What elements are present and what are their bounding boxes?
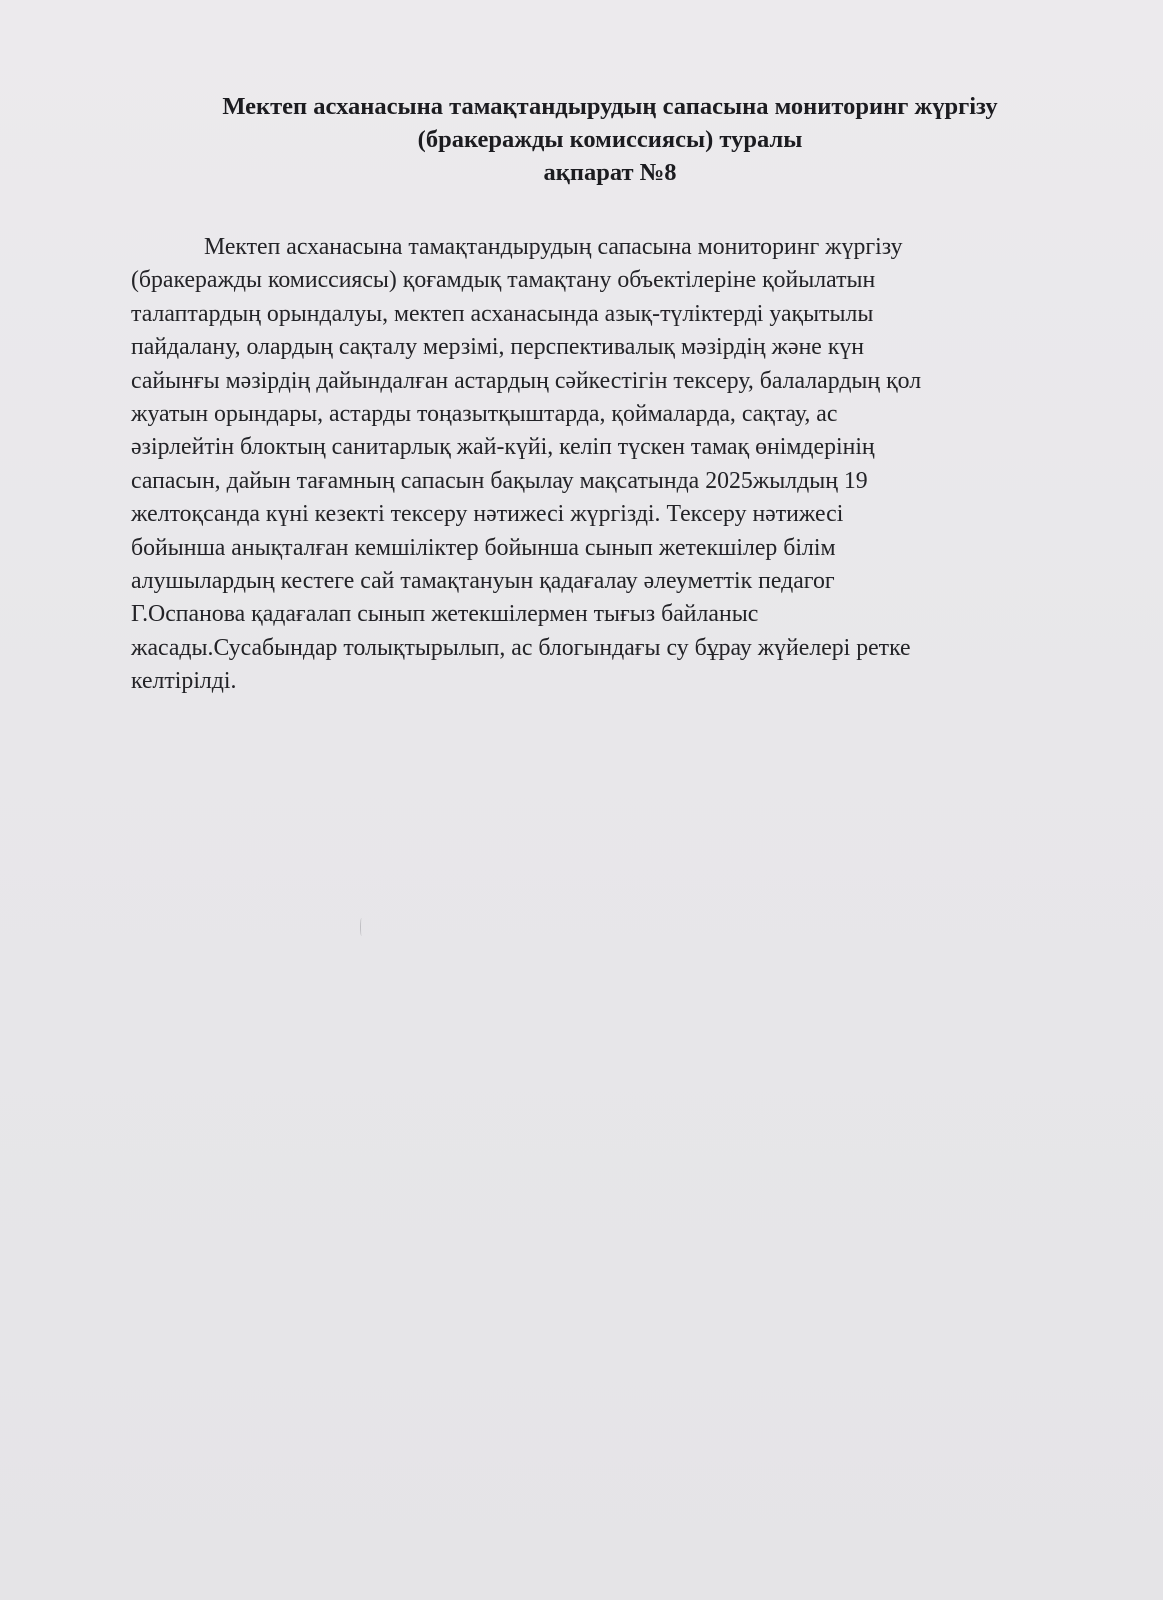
title-line-2: (бракеражды комиссиясы) туралы xyxy=(417,126,803,153)
body-line: бойынша анықталған кемшіліктер бойынша сынып жетекшілер білім xyxy=(131,534,836,561)
body-line: (бракеражды комиссиясы) қоғамдық тамақтану объектілеріне қойылатын xyxy=(131,267,876,294)
title-line-1: Мектеп асханасына тамақтандырудың сапасына мониторинг жүргізу xyxy=(222,93,998,120)
title-line-3: ақпарат №8 xyxy=(543,159,677,186)
body-line: жасады.Сусабындар толықтырылып, ас блогындағы су бұрау жүйелері ретке xyxy=(131,634,911,661)
body-line: сайынғы мәзірдің дайындалған астардың сәйкестігін тексеру, балалардың қол xyxy=(131,367,922,394)
body-line: Мектеп асханасына тамақтандырудың сапасына мониторинг жүргізу xyxy=(204,234,903,260)
document-title xyxy=(110,90,1110,189)
body-line: алушылардың кестеге сай тамақтануын қадағалау әлеуметтік педагог xyxy=(131,568,835,595)
body-line: Г.Оспанова қадағалап сынып жетекшілермен тығыз байланыс xyxy=(131,601,759,628)
body-line: желтоқсанда күні кезекті тексеру нәтижесі жүргізді. Тексеру нәтижесі xyxy=(131,501,844,528)
body-line: сапасын, дайын тағамның сапасын бақылау мақсатында 2025жылдың 19 xyxy=(131,467,868,494)
document-body-paragraph xyxy=(131,231,1091,699)
body-line: келтірілді. xyxy=(131,668,237,695)
paper-speck xyxy=(360,918,363,936)
body-line: әзірлейтін блоктың санитарлық жай-күйі, келіп түскен тамақ өнімдерінің xyxy=(131,434,875,461)
body-line: пайдалану, олардың сақталу мерзімі, перспективалық мәзірдің және күн xyxy=(131,334,865,361)
body-line: талаптардың орындалуы, мектеп асханасында азық-түліктерді уақытылы xyxy=(131,300,874,327)
body-line: жуатын орындары, астарды тоңазытқыштарда, қоймаларда, сақтау, ас xyxy=(131,401,838,428)
